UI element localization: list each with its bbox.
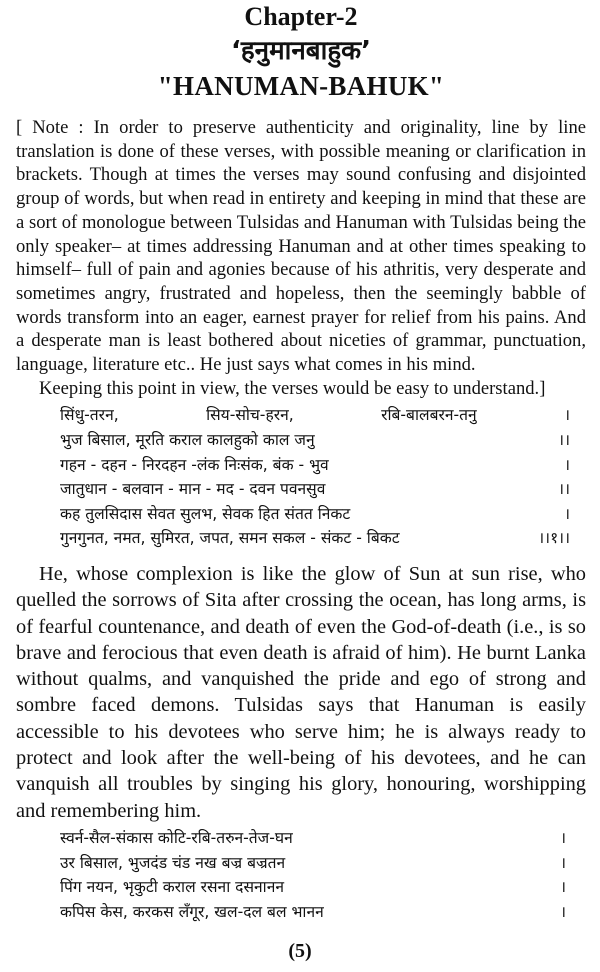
translator-note: [ Note : In order to preserve authenticity and originality, line by line translation is done of these verses, with possible meaning or clarification in brackets. Though at times the verses may sound confusing and disjointed group of words, but when read in entirety and keeping in mind that these are a sort of monologue between Tulsidas and Hanuman with Tulsidas being the only speaker– at times addressing Hanuman and at other times speaking to himself– full of pain and agonies because of his athritis, very desperate and sometimes angry, frustrated and hopeless, then the seemingly babble of words transform into an eager, earnest prayer for relief from his pains. And a desperate man is least bothered about niceties of grammar, punctuation, language, literature etc.. He just says what comes in his mind.	[16, 117, 586, 376]
verse-line-text: पिंग नयन, भृकुटी कराल रसना दसनानन	[60, 878, 285, 897]
verse-line	[60, 453, 570, 478]
verse-line	[60, 526, 570, 551]
chapter-heading: Chapter-2	[244, 2, 358, 31]
verse-line	[60, 826, 566, 851]
verse-line-end: ।।	[558, 431, 570, 450]
verse-line-text: कपिस केस, करकस लँगूर, खल-दल बल भानन	[60, 902, 324, 921]
verse-line-part: सिंधु-तरन,	[60, 406, 119, 425]
verse-one	[16, 403, 586, 551]
verse-line	[60, 502, 570, 527]
verse-line-end: ।	[564, 406, 570, 425]
verse-one-meaning: He, whose complexion is like the glow of Sun at sun rise, who quelled the sorrows of Sita after crossing the ocean, has long arms, is of fearful countenance, and death of even the God-of-death (i.e., is so brave and ferocious that even death is afraid of him). He burnt Lanka without qualms, and vanquished the pride and ego of strong and sombre faced demons. Tulsidas says that Hanuman is easily accessible to his devotees who serve him; he is always ready to protect and look after the well-being of his devotees, and he can vanquish all troubles by singing his glory, honouring, worshipping and remembering him.	[16, 563, 586, 822]
hindi-title: ‘हनुमानबाहुक’	[230, 36, 372, 66]
english-title: "HANUMAN-BAHUK"	[157, 71, 445, 101]
verse-line	[60, 900, 566, 925]
verse-line-text: उर बिसाल, भुजदंड चंड नख बज्र बज्रतन	[60, 853, 286, 872]
verse-line-end: ।।	[558, 480, 570, 499]
verse-line-text: कह तुलसिदास सेवत सुलभ, सेवक हित संतत निकट	[60, 504, 351, 523]
verse-line	[60, 851, 566, 876]
verse-line	[60, 875, 566, 900]
page-number: (5)	[288, 940, 312, 962]
verse-line-end: ।	[560, 902, 566, 921]
verse-line-text: गुनगुनत, नमत, सुमिरत, जपत, समन सकल - संकट - बिकट	[60, 529, 400, 548]
verse-line-text: गहन - दहन - निरदहन -लंक निःसंक, बंक - भुव	[60, 455, 329, 474]
verse-line-end: ।	[560, 828, 566, 847]
verse-line-text: स्वर्न-सैल-संकास कोटि-रबि-तरुन-तेज-घन	[60, 828, 293, 847]
verse-line-text: जातुधान - बलवान - मान - मद - दवन पवनसुव	[60, 480, 326, 499]
verse-line-end: ।।१।।	[538, 529, 570, 548]
verse-line-part: सिय-सोच-हरन,	[206, 406, 294, 425]
verse-line	[60, 428, 570, 453]
verse-line-text: भुज बिसाल, मूरति कराल कालहुको काल जनु	[60, 431, 315, 450]
translator-note-closing: Keeping this point in view, the verses would be easy to understand.]	[39, 377, 546, 399]
verse-line-end: ।	[560, 853, 566, 872]
verse-line	[60, 403, 570, 428]
verse-line-end: ।	[564, 455, 570, 474]
verse-two	[16, 826, 586, 924]
verse-line-end: ।	[564, 504, 570, 523]
verse-line-end: ।	[560, 878, 566, 897]
verse-line	[60, 477, 570, 502]
verse-line-part: रबि-बालबरन-तनु	[381, 406, 477, 425]
